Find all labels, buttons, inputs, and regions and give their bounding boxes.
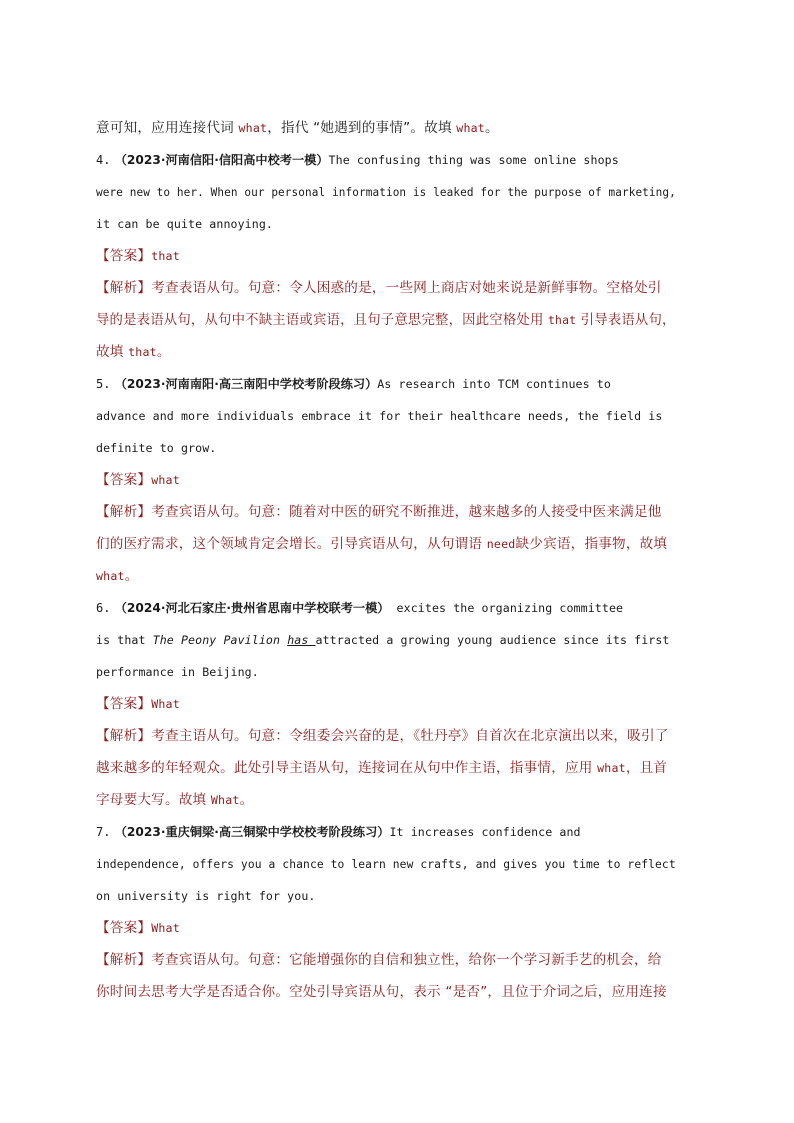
answer-4 <box>96 240 676 272</box>
answer-value: what <box>151 473 180 487</box>
question-6-line-1 <box>96 592 676 624</box>
question-text: As research into TCM continues to <box>377 377 611 391</box>
analysis-text: 缺少宾语，指事物，故填 <box>515 536 668 552</box>
text: 意可知，应用连接代词 <box>96 120 239 136</box>
question-4-line-3: it can be quite annoying. <box>96 217 274 231</box>
question-number: 6. <box>96 601 111 615</box>
question-text: It increases confidence and <box>389 825 581 839</box>
analysis-label: 【解析】 <box>96 952 152 968</box>
answer-label: 【答案】 <box>96 920 152 936</box>
keyword: what <box>96 569 125 583</box>
analysis-text: 字母要大写。故填 <box>96 792 211 808</box>
question-text: The confusing thing was some online shops <box>328 153 619 167</box>
answer-label: 【答案】 <box>96 248 152 264</box>
keyword: What <box>210 793 240 807</box>
analysis-7-line-1 <box>96 944 676 976</box>
analysis-text: ，且首 <box>625 760 668 776</box>
analysis-4-line-1 <box>96 272 676 304</box>
question-5-line-3: definite to grow. <box>96 441 217 455</box>
analysis-4-line-3 <box>96 336 676 368</box>
question-text: attracted a growing young audience since its first <box>315 633 670 647</box>
analysis-5-line-3 <box>96 560 676 592</box>
keyword: what <box>597 761 626 775</box>
analysis-label: 【解析】 <box>96 504 152 520</box>
question-source: （2023·重庆铜梁·高三铜梁中学校校考阶段练习） <box>114 825 390 839</box>
answer-5 <box>96 464 676 496</box>
analysis-text: 考查表语从句。句意：令人困惑的是，一些网上商店对她来说是新鲜事物。空格处引 <box>151 280 662 296</box>
question-7-line-2: independence, offers you a chance to learn new crafts, and gives you time to reflect <box>96 857 676 871</box>
analysis-text: 导的是表语从句，从句中不缺主语或宾语，且句子意思完整，因此空格处用 <box>96 312 548 328</box>
question-4-line-2: were new to her. When our personal information is leaked for the purpose of marketing, <box>96 185 676 199</box>
question-number: 7. <box>96 825 111 839</box>
analysis-label: 【解析】 <box>96 728 152 744</box>
analysis-label: 【解析】 <box>96 280 152 296</box>
analysis-6-line-2 <box>96 752 676 784</box>
text: ，指代 “她遇到的事情”。故填 <box>267 120 457 136</box>
answer-label: 【答案】 <box>96 696 152 712</box>
keyword: that <box>547 313 577 327</box>
analysis-text: 考查主语从句。句意：令组委会兴奋的是，《牡丹亭》自首次在北京演出以来，吸引了 <box>151 728 669 744</box>
answer-value: What <box>151 921 180 935</box>
answer-6 <box>96 688 676 720</box>
question-source: （2023·河南信阳·信阳高中校考一模） <box>114 153 329 167</box>
keyword: what <box>456 121 485 135</box>
keyword: that <box>128 345 157 359</box>
answer-label: 【答案】 <box>96 472 152 488</box>
analysis-7-line-2: 你时间去思考大学是否适合你。空处引导宾语从句，表示 “是否”，且位于介词之后，应用连接 <box>96 984 667 1000</box>
answer-value: that <box>151 249 180 263</box>
answer-value: What <box>151 697 180 711</box>
question-4-line-1 <box>96 144 676 176</box>
analysis-text: 。 <box>239 792 254 808</box>
intro-line <box>96 112 676 144</box>
keyword: need <box>486 537 516 551</box>
analysis-text: 们的医疗需求，这个领域肯定会增长。引导宾语从句，从句谓语 <box>96 536 487 552</box>
question-source: （2023·河南南阳·高三南阳中学校考阶段练习） <box>114 377 378 391</box>
analysis-5-line-1 <box>96 496 676 528</box>
analysis-text: 越来越多的年轻观众。此处引导主语从句，连接词在从句中作主语，指事情，应用 <box>96 760 598 776</box>
analysis-5-line-2 <box>96 528 676 560</box>
question-5-line-2: advance and more individuals embrace it for their healthcare needs, the field is <box>96 409 663 423</box>
question-number: 4. <box>96 153 111 167</box>
question-number: 5. <box>96 377 111 391</box>
question-7-line-1 <box>96 816 676 848</box>
analysis-text: 故填 <box>96 344 129 360</box>
title-italic: The Peony Pavilion <box>152 633 281 647</box>
document-page <box>96 112 676 1008</box>
analysis-6-line-3 <box>96 784 676 816</box>
question-7-line-3: on university is right for you. <box>96 889 316 903</box>
answer-7 <box>96 912 676 944</box>
analysis-text: 引导表语从句， <box>576 312 676 328</box>
question-text: is that <box>96 633 153 647</box>
question-source: （2024·河北石家庄·贵州省思南中学校联考一模） <box>114 601 390 615</box>
underlined-word: has <box>287 633 316 647</box>
analysis-text: 考查宾语从句。句意：它能增强你的自信和独立性，给你一个学习新手艺的机会，给 <box>151 952 662 968</box>
analysis-text: 考查宾语从句。句意：随着对中医的研究不断推进，越来越多的人接受中医来满足他 <box>151 504 662 520</box>
question-6-line-2 <box>96 624 676 656</box>
analysis-text: 。 <box>124 568 139 584</box>
analysis-text: 。 <box>156 344 171 360</box>
text: 。 <box>485 120 499 136</box>
analysis-4-line-2 <box>96 304 676 336</box>
keyword: what <box>238 121 268 135</box>
question-5-line-1 <box>96 368 676 400</box>
question-text: excites the organizing committee <box>389 601 624 615</box>
analysis-6-line-1 <box>96 720 676 752</box>
question-6-line-3: performance in Beijing. <box>96 665 259 679</box>
